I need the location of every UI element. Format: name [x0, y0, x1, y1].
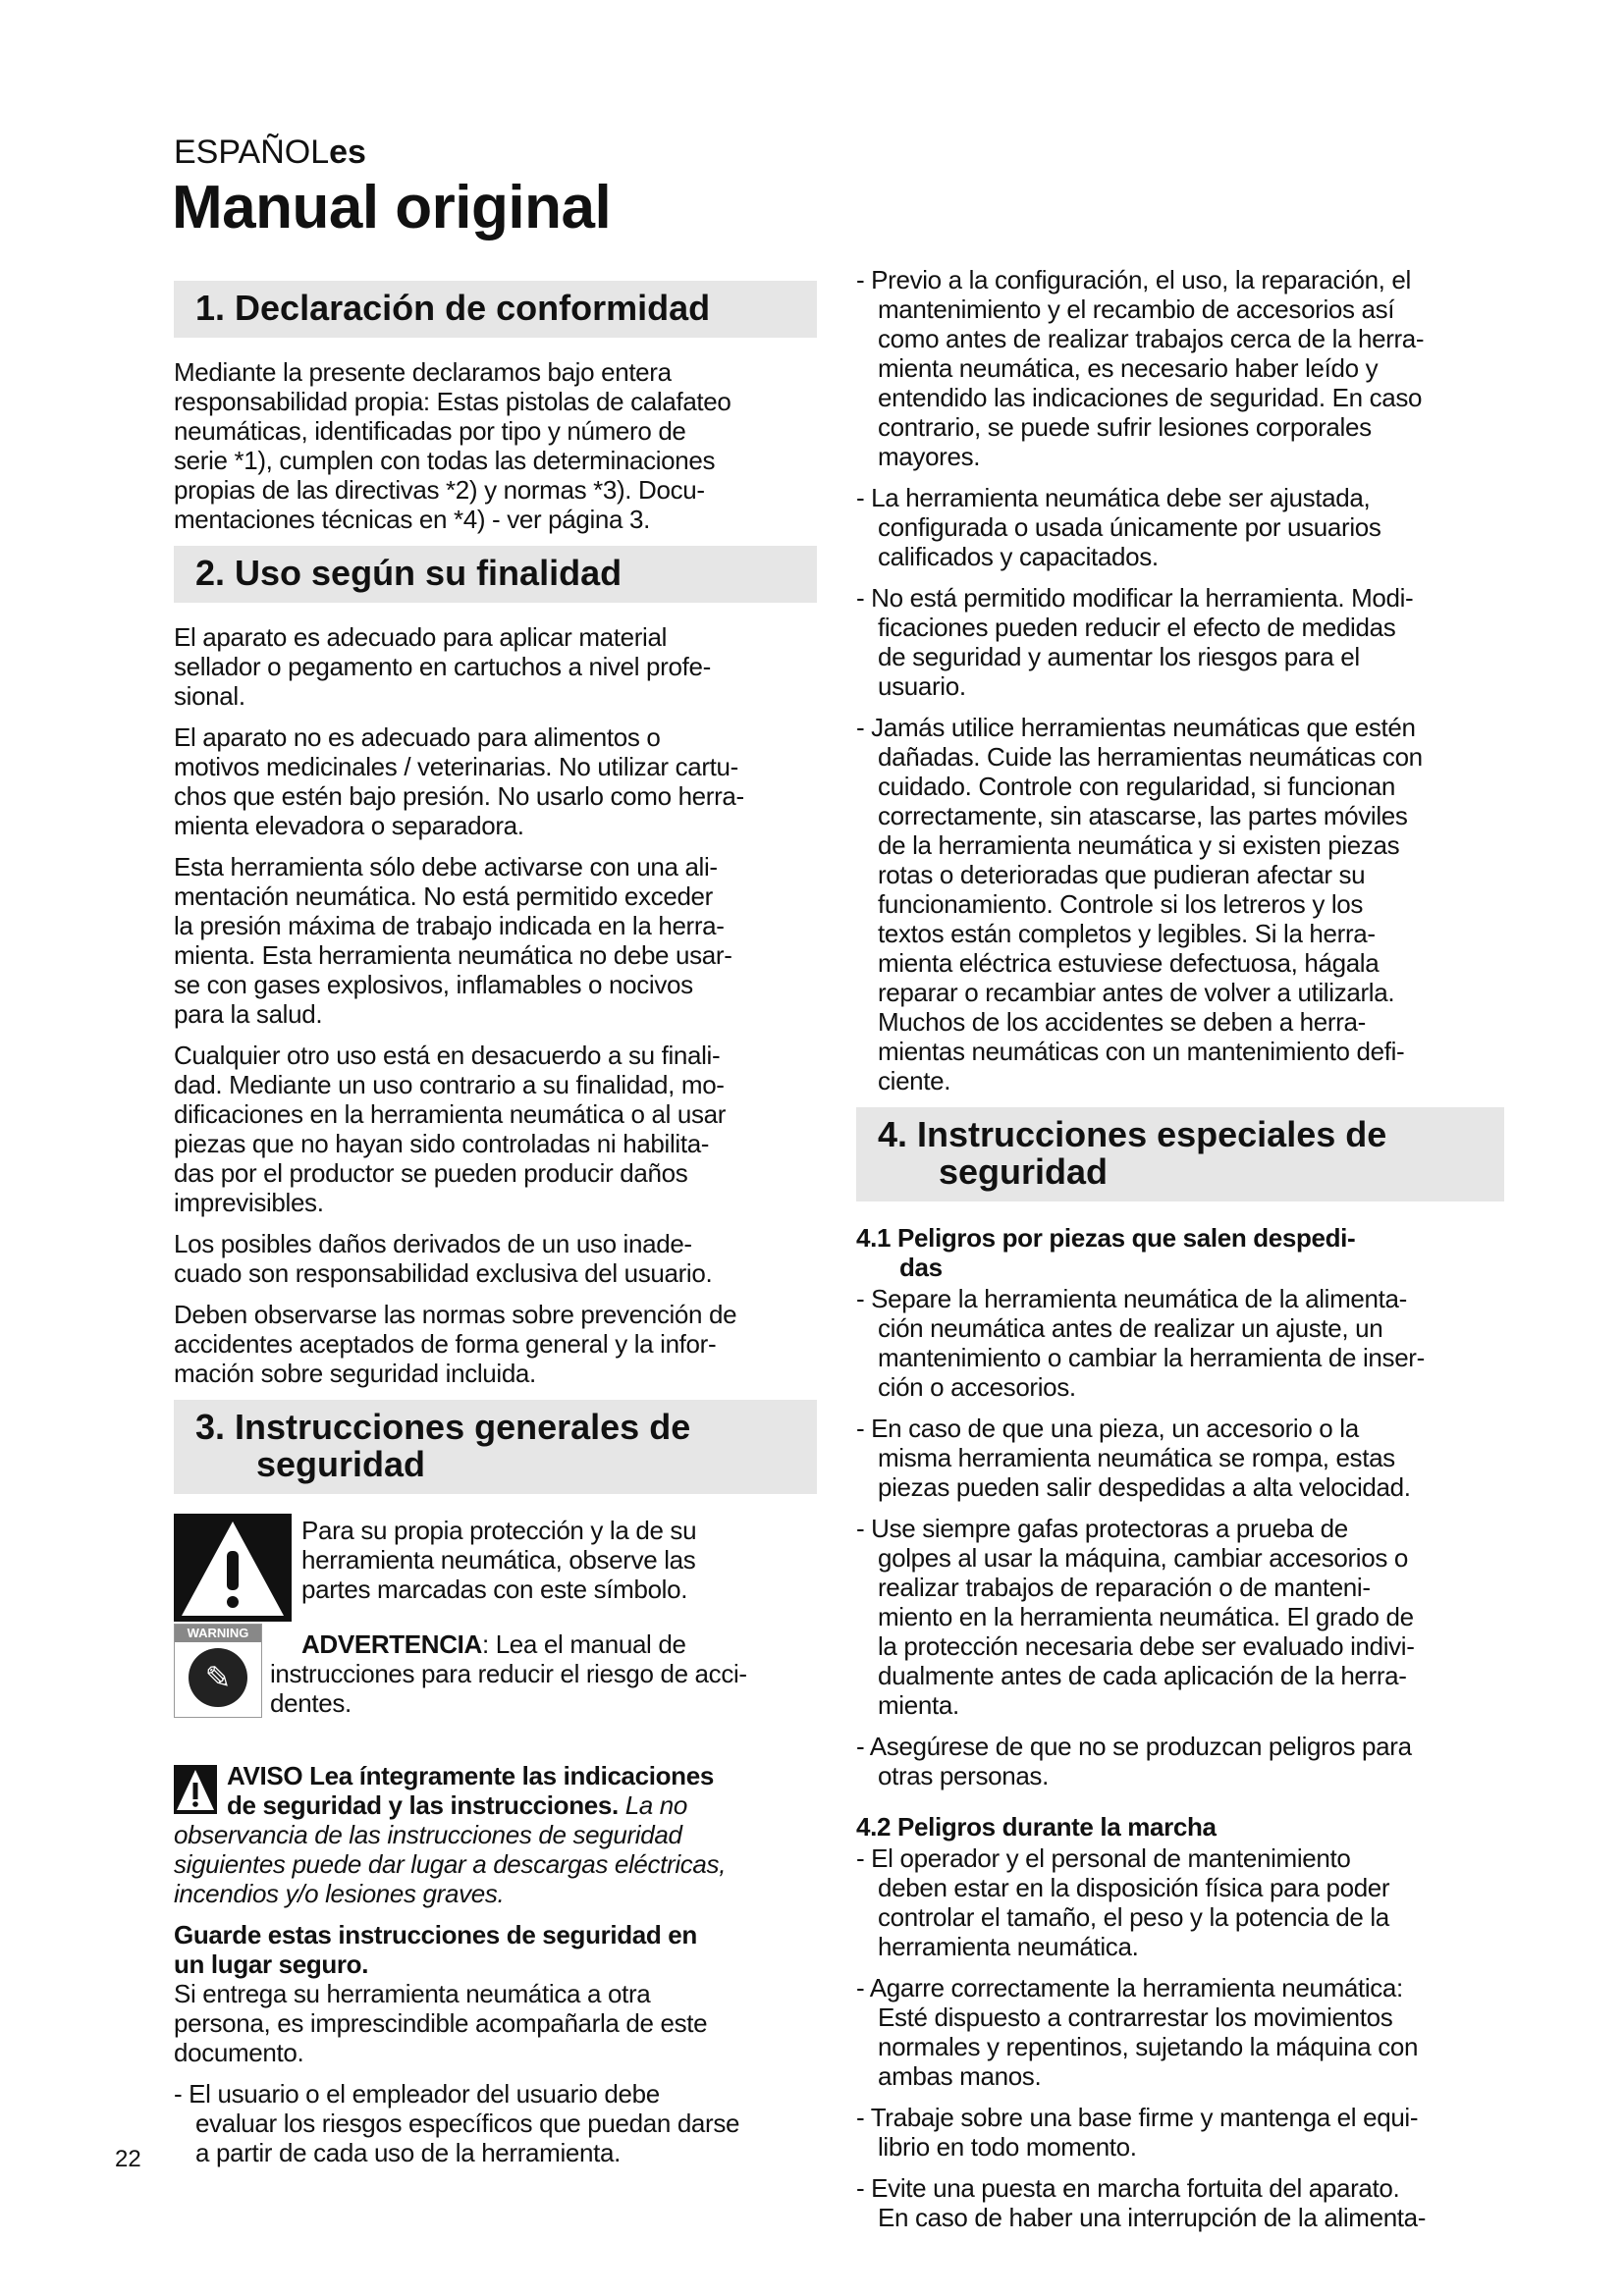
list-item: [856, 265, 1504, 471]
text-line: mienta eléctrica estuviese defectuosa, hágala: [878, 948, 1380, 978]
text-line: serie *1), cumplen con todas las determinaciones: [174, 446, 716, 475]
right-column: [856, 265, 1504, 2244]
text-line: mación sobre seguridad incluida.: [174, 1359, 536, 1388]
warning-triangle-icon: [174, 1514, 292, 1622]
section-heading: [174, 1400, 817, 1494]
text-line: motivos medicinales / veterinarias. No utilizar cartu-: [174, 752, 738, 781]
list-item: [856, 1732, 1504, 1790]
text-line: 4.1 Peligros por piezas que salen despedi-: [856, 1223, 1356, 1253]
text-line: sellador o pegamento en cartuchos a nivel profe-: [174, 652, 711, 681]
language-label: [174, 133, 366, 172]
text-line: Guarde estas instrucciones de seguridad en: [174, 1920, 697, 1949]
text-line: piezas que no hayan sido controladas ni habilita-: [174, 1129, 710, 1158]
text-line: dañadas. Cuide las herramientas neumáticas con: [878, 742, 1423, 772]
text-line: Mediante la presente declaramos bajo entera: [174, 357, 672, 387]
text-line: mienta. Esta herramienta neumática no debe usar-: [174, 940, 732, 970]
text-line: accidentes aceptados de forma general y la infor-: [174, 1329, 717, 1359]
section-heading: [856, 1107, 1504, 1201]
text-line: persona, es imprescindible acompañarla de este: [174, 2008, 708, 2038]
text-line: ambas manos.: [878, 2061, 1042, 2091]
left-bottom-blocks: [174, 2079, 817, 2167]
heading-line: seguridad: [939, 1151, 1109, 1192]
paragraph: [174, 1300, 817, 1388]
text-line: : Lea el manual de: [481, 1629, 686, 1659]
text-line: chos que estén bajo presión. No usarlo como herra-: [174, 781, 744, 811]
text-line: piezas pueden salir despedidas a alta velocidad.: [878, 1472, 1411, 1502]
list-item: [856, 1843, 1504, 1961]
paragraph: [174, 1229, 817, 1288]
text-line: mentaciones técnicas en *4) - ver página 3.: [174, 505, 651, 534]
text-line: - En caso de que una pieza, un accesorio o la: [856, 1414, 1359, 1443]
text-line: - Agarre correctamente la herramienta neumática:: [856, 1973, 1403, 2002]
text-line: dentes.: [270, 1688, 352, 1718]
text-line: evaluar los riesgos específicos que puedan darse: [195, 2109, 740, 2138]
text-line: usuario.: [878, 671, 966, 701]
text-line: miento en la herramienta neumática. El grado de: [878, 1602, 1414, 1631]
text-line: - No está permitido modificar la herramienta. Modi-: [856, 583, 1414, 613]
heading-line: 2. Uso según su finalidad: [195, 553, 623, 593]
text-line: ción neumática antes de realizar un ajuste, un: [878, 1313, 1383, 1343]
warning-triangle-small-icon: [174, 1765, 217, 1814]
text-line: Los posibles daños derivados de un uso inade-: [174, 1229, 692, 1258]
text-line: cuado son responsabilidad exclusiva del usuario.: [174, 1258, 713, 1288]
page-number: 22: [115, 2146, 141, 2172]
text-line: - Jamás utilice herramientas neumáticas que estén: [856, 713, 1416, 742]
text-line: propias de las directivas *2) y normas *3). Docu-: [174, 475, 705, 505]
text-line: rotas o deterioradas que pudieran afectar su: [878, 860, 1366, 889]
advertencia-label: ADVERTENCIA: [301, 1629, 482, 1659]
text-line: dualmente antes de cada aplicación de la herra-: [878, 1661, 1407, 1690]
text-line: golpes al usar la máquina, cambiar accesorios o: [878, 1543, 1408, 1573]
keep-instructions-block: [174, 1920, 817, 2067]
text-line: mentación neumática. No está permitido exceder: [174, 881, 713, 911]
aviso-italic: observancia de las instrucciones de seguridad: [174, 1820, 682, 1849]
text-line: normales y repentinos, sujetando la máquina con: [878, 2032, 1419, 2061]
text-line: dificaciones en la herramienta neumática o al usar: [174, 1099, 727, 1129]
text-line: - Separe la herramienta neumática de la alimenta-: [856, 1284, 1407, 1313]
aviso-italic: siguientes puede dar lugar a descargas eléctricas,: [174, 1849, 727, 1879]
text-line: mienta.: [878, 1690, 959, 1720]
text-line: Cualquier otro uso está en desacuerdo a su finali-: [174, 1041, 721, 1070]
text-line: - Asegúrese de que no se produzcan peligros para: [856, 1732, 1412, 1761]
text-line: Esté dispuesto a contrarrestar los movimientos: [878, 2002, 1393, 2032]
text-line: - El operador y el personal de mantenimiento: [856, 1843, 1351, 1873]
read-manual-warning-icon: [174, 1624, 262, 1718]
text-line: calificados y capacitados.: [878, 542, 1159, 571]
heading-line: 3. Instrucciones generales de: [195, 1407, 691, 1447]
text-line: funcionamiento. Controle si los letreros y los: [878, 889, 1364, 919]
text-line: mientas neumáticas con un mantenimiento defi-: [878, 1037, 1405, 1066]
text-line: la protección necesaria debe ser evaluado indivi-: [878, 1631, 1415, 1661]
text-line: El aparato no es adecuado para alimentos o: [174, 722, 661, 752]
text-line: En caso de haber una interrupción de la alimenta-: [878, 2203, 1427, 2232]
paragraph: [174, 622, 817, 711]
text-line: reparar o recambiar antes de volver a utilizarla.: [878, 978, 1395, 1007]
text-line: Muchos de los accidentes se deben a herra-: [878, 1007, 1366, 1037]
section-heading: [174, 546, 817, 603]
text-line: correctamente, sin atascarse, las partes móviles: [878, 801, 1408, 830]
text-line: textos están completos y legibles. Si la herra-: [878, 919, 1376, 948]
subsection-heading: [856, 1223, 1504, 1282]
text-line: deben estar en la disposición física para poder: [878, 1873, 1390, 1902]
aviso-line: de seguridad y las instrucciones.: [227, 1790, 619, 1820]
list-item: [856, 713, 1504, 1095]
text-line: instrucciones para reducir el riesgo de acci-: [270, 1659, 747, 1688]
text-line: neumáticas, identificadas por tipo y número de: [174, 416, 686, 446]
text-line: Si entrega su herramienta neumática a otra: [174, 1979, 651, 2008]
warning-label: WARNING: [175, 1625, 261, 1642]
text-line: controlar el tamaño, el peso y la potencia de la: [878, 1902, 1389, 1932]
text-line: librio en todo momento.: [878, 2132, 1137, 2162]
aviso-line: AVISO Lea íntegramente las indicaciones: [227, 1761, 714, 1790]
text-line: entendido las indicaciones de seguridad. En caso: [878, 383, 1423, 412]
heading-line: seguridad: [256, 1444, 426, 1484]
text-line: de la herramienta neumática y si existen piezas: [878, 830, 1400, 860]
text-line: mayores.: [878, 442, 981, 471]
heading-line: 4. Instrucciones especiales de: [878, 1114, 1387, 1154]
text-line: como antes de realizar trabajos cerca de la herra-: [878, 324, 1425, 353]
text-line: - Trabaje sobre una base firme y mantenga el equi-: [856, 2103, 1419, 2132]
text-line: mienta elevadora o separadora.: [174, 811, 524, 840]
heading-line: 1. Declaración de conformidad: [195, 288, 711, 328]
list-item: [856, 583, 1504, 701]
text-line: responsabilidad propia: Estas pistolas de calafateo: [174, 387, 731, 416]
right-blocks: [856, 265, 1504, 2232]
text-line: para la salud.: [174, 999, 323, 1029]
text-line: contrario, se puede sufrir lesiones corporales: [878, 412, 1372, 442]
left-top-blocks: [174, 281, 817, 1494]
text-line: imprevisibles.: [174, 1188, 324, 1217]
text-line: ciente.: [878, 1066, 951, 1095]
safety-symbols-block: [174, 1514, 817, 1722]
text-line: Para su propia protección y la de su: [301, 1516, 697, 1545]
paragraph: [174, 357, 817, 534]
text-line: realizar trabajos de reparación o de manteni-: [878, 1573, 1371, 1602]
text-line: configurada o usada únicamente por usuarios: [878, 512, 1381, 542]
text-line: herramienta neumática, observe las: [301, 1545, 696, 1575]
text-line: Deben observarse las normas sobre prevención de: [174, 1300, 737, 1329]
text-line: - El usuario o el empleador del usuario debe: [174, 2079, 660, 2109]
list-item: [856, 1973, 1504, 2091]
text-line: - Use siempre gafas protectoras a prueba de: [856, 1514, 1348, 1543]
list-item: [856, 2173, 1504, 2232]
text-line: de seguridad y aumentar los riesgos para el: [878, 642, 1360, 671]
text-line: ficaciones pueden reducir el efecto de medidas: [878, 613, 1396, 642]
text-line: mantenimiento o cambiar la herramienta de inser-: [878, 1343, 1425, 1372]
left-column: [174, 271, 817, 2179]
read-manual-icon: ✎: [189, 1648, 247, 1707]
list-item: [856, 2103, 1504, 2162]
text-line: - Previo a la configuración, el uso, la reparación, el: [856, 265, 1411, 294]
text-line: 4.2 Peligros durante la marcha: [856, 1812, 1217, 1842]
protection-text: [301, 1516, 696, 1604]
paragraph: [174, 722, 817, 840]
list-item: [856, 1414, 1504, 1502]
text-line: se con gases explosivos, inflamables o nocivos: [174, 970, 693, 999]
paragraph: [174, 852, 817, 1029]
text-line: otras personas.: [878, 1761, 1049, 1790]
text-line: - La herramienta neumática debe ser ajustada,: [856, 483, 1371, 512]
text-line: El aparato es adecuado para aplicar material: [174, 622, 668, 652]
text-line: la presión máxima de trabajo indicada en la herra-: [174, 911, 725, 940]
list-item: [856, 483, 1504, 571]
text-line: misma herramienta neumática se rompa, estas: [878, 1443, 1395, 1472]
text-line: dad. Mediante un uso contrario a su finalidad, mo-: [174, 1070, 725, 1099]
list-item: [174, 2079, 817, 2167]
list-item: [856, 1284, 1504, 1402]
paragraph: [174, 1041, 817, 1217]
text-line: sional.: [174, 681, 245, 711]
text-line: ción o accesorios.: [878, 1372, 1076, 1402]
aviso-italic: incendios y/o lesiones graves.: [174, 1879, 505, 1908]
advertencia-text: [270, 1629, 747, 1718]
language-code: es: [329, 133, 366, 171]
text-line: - Evite una puesta en marcha fortuita del aparato.: [856, 2173, 1400, 2203]
text-line: Esta herramienta sólo debe activarse con una ali-: [174, 852, 718, 881]
text-line: das por el productor se pueden producir daños: [174, 1158, 688, 1188]
aviso-italic: La no: [618, 1790, 688, 1820]
subsection-heading: [856, 1812, 1504, 1842]
text-line: cuidado. Controle con regularidad, si funcionan: [878, 772, 1396, 801]
list-item: [856, 1514, 1504, 1720]
text-line: a partir de cada uso de la herramienta.: [195, 2138, 621, 2167]
text-line: documento.: [174, 2038, 304, 2067]
language-name: ESPAÑOL: [174, 133, 330, 171]
page-title: Manual original: [172, 174, 612, 241]
text-line: herramienta neumática.: [878, 1932, 1139, 1961]
text-line: un lugar seguro.: [174, 1949, 369, 1979]
aviso-notice: [174, 1761, 817, 1908]
text-line: partes marcadas con este símbolo.: [301, 1575, 688, 1604]
text-line: mantenimiento y el recambio de accesorios así: [878, 294, 1395, 324]
section-heading: [174, 281, 817, 338]
text-line: mienta neumática, es necesario haber leído y: [878, 353, 1379, 383]
text-line: das: [899, 1253, 943, 1282]
